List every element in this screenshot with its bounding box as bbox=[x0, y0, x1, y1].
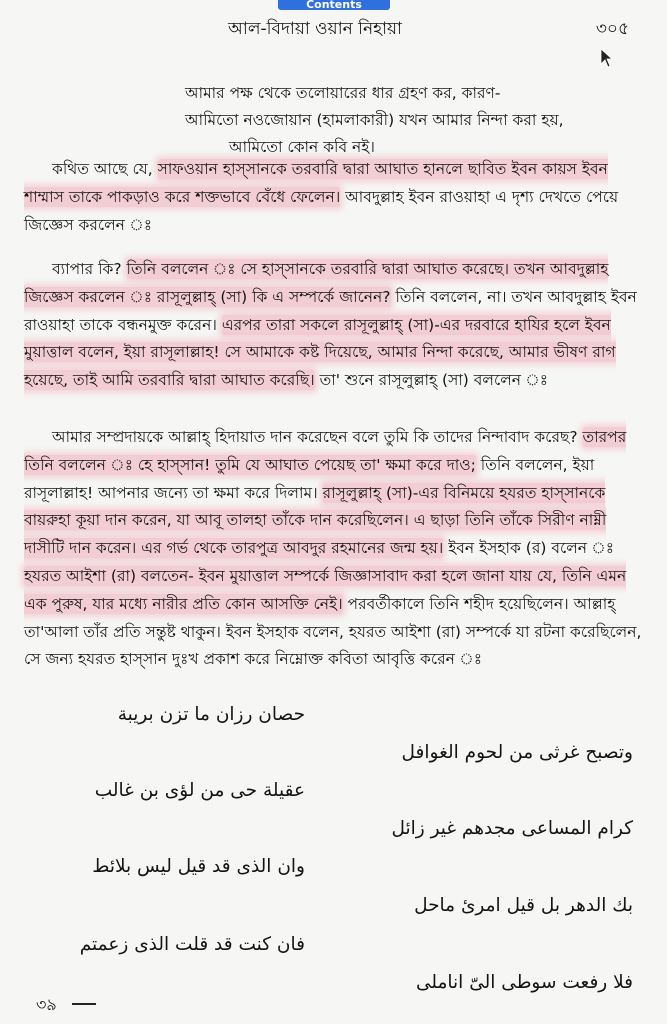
body-text: আমার সম্প্রদায়কে আল্লাহ্ হিদায়াত দান করেছেন বলে তুমি কি তাদের নিন্দাবাদ করেছ? bbox=[52, 428, 583, 446]
body-text: কথিত আছে যে, bbox=[52, 160, 158, 178]
highlighted-text: এরপর তারা সকলে রাসূলুল্লাহ্ (সা)-এর দরবারে হাযির হলে ইবন মুয়াত্তাল বলেন, ইয়া রাসূলাল্লাহ! সে আমাকে কষ্ট দিয়েছে, আমার নিন্দা করেছে, আমার ভীষণ রাগ হয়েছে, তাই আমি তরবারি দ্বারা আঘাত করেছি। bbox=[24, 315, 616, 390]
contents-tab[interactable]: Contents bbox=[278, 0, 390, 10]
paragraph-1 bbox=[24, 156, 642, 239]
body-text: আবদুল্লাহ ইবন রাওয়াহা এ দৃশ্য দেখতে পেয়ে জিজ্ঞেস করলেন ঃ bbox=[24, 187, 619, 234]
page-number: ৩০৫ bbox=[595, 19, 629, 39]
verse-line: আমিতো নওজোয়ান (হামলাকারী) যখন আমার নিন্দা করা হয়, bbox=[185, 111, 564, 129]
body-text: তা' শুনে রাসূলুল্লাহ্ (সা) বললেন ঃ bbox=[314, 371, 549, 390]
arabic-poem-line: كرام المساعى مجدهم غير زائل bbox=[391, 818, 633, 839]
verse-line: আমিতো কোন কবি নই। bbox=[229, 138, 375, 156]
arabic-poem-line: وتصبح غرثى من لحوم الغوافل bbox=[401, 742, 633, 763]
highlighted-text: তারপর তিনি বললেন ঃ হে হাস্সান! তুমি যে আঘাত পেয়েছ তা' ক্ষমা করে দাও; bbox=[24, 428, 627, 474]
highlighted-text: সাফওয়ান হাস্সানকে তরবারি দ্বারা আঘাত হানলে ছাবিত ইবন কায়স ইবন শাম্মাস তাকে পাকড়াও করে শক্তভাবে বেঁধে ফেলেন। bbox=[24, 160, 608, 206]
arabic-poem-line: حصان رزان ما تزن بريبة bbox=[117, 704, 305, 725]
bengali-verse bbox=[185, 80, 564, 161]
arabic-poem-line: عقيلة حى من لؤى بن غالب bbox=[94, 780, 305, 801]
body-text: তিনি বললেন, ইয়া রাসূলাল্লাহ! আপনার জন্যে তা ক্ষমা করে দিলাম। bbox=[24, 455, 595, 502]
paragraph-3 bbox=[24, 424, 642, 674]
footer-dash bbox=[72, 1003, 96, 1005]
arabic-poem-line: فان كنت قد قلت الذى زعمتم bbox=[79, 934, 305, 955]
verse-line: আমার পক্ষ থেকে তলোয়ারের ধার গ্রহণ কর, কারণ- bbox=[185, 84, 501, 102]
highlighted-text: রাসূলুল্লাহ্ (সা)-এর বিনিময়ে হযরত হাস্সানকে বায়রুহা কূয়া দান করেন, যা আবূ তালহা তাঁকে দান করেছিলেন। এ ছাড়া তিনি তাঁকে সিরীণ নাম্নী দাসীটি দান করেন। এর গর্ভ থেকে তারপুত্র আবদুর রহমানের জন্ম হয়। bbox=[24, 483, 607, 558]
footer-page-marker: ৩৯ bbox=[36, 995, 57, 1014]
arabic-poem-line: بك الدهر بل قيل امرئ ماحل bbox=[414, 895, 633, 916]
arabic-poem-line: وان الذى قد قيل ليس بلائط bbox=[92, 856, 305, 877]
arabic-poem-line: فلا رفعت سوطى الىّ اناملى bbox=[415, 972, 633, 993]
running-title: আল-বিদায়া ওয়ান নিহায়া bbox=[228, 19, 402, 39]
body-text: পরবর্তীকালে তিনি শহীদ হয়েছিলেন। আল্লাহ্ তা'আলা তাঁর প্রতি সন্তুষ্ট থাকুন। ইবন ইসহাক বলেন, হযরত আইশা (রা) সম্পর্কে যা রটনা করেছিলেন, সে জন্য হযরত হাস্সান দুঃখ প্রকাশ করে নিম্নোক্ত কবিতা আবৃত্তি করেন ঃ bbox=[24, 594, 642, 669]
paragraph-2 bbox=[24, 256, 642, 395]
mouse-cursor-icon bbox=[600, 48, 614, 68]
highlighted-text: হযরত আইশা (রা) বলতেন- ইবন মুয়াত্তাল সম্পর্কে জিজ্ঞাসাবাদ করা হলে জানা যায় যে, তিনি এমন এক পুরুষ, যার মধ্যে নারীর প্রতি কোন আসক্তি নেই। bbox=[24, 566, 627, 613]
body-text: ইবন ইসহাক (র) বলেন ঃ bbox=[443, 539, 615, 558]
body-text: তিনি বললেন, না। তখন আবদুল্লাহ ইবন রাওয়াহা তাকে বন্ধনমুক্ত করেন। bbox=[24, 287, 637, 334]
body-text: ব্যাপার কি? bbox=[52, 260, 127, 278]
highlighted-text: তিনি বললেন ঃ সে হাস্সানকে তরবারি দ্বারা আঘাত করেছে। তখন আবদুল্লাহ জিজ্ঞেস করলেন ঃ রাসূলুল্লাহ্ (সা) কি এ সম্পর্কে জানেন? bbox=[24, 260, 609, 306]
